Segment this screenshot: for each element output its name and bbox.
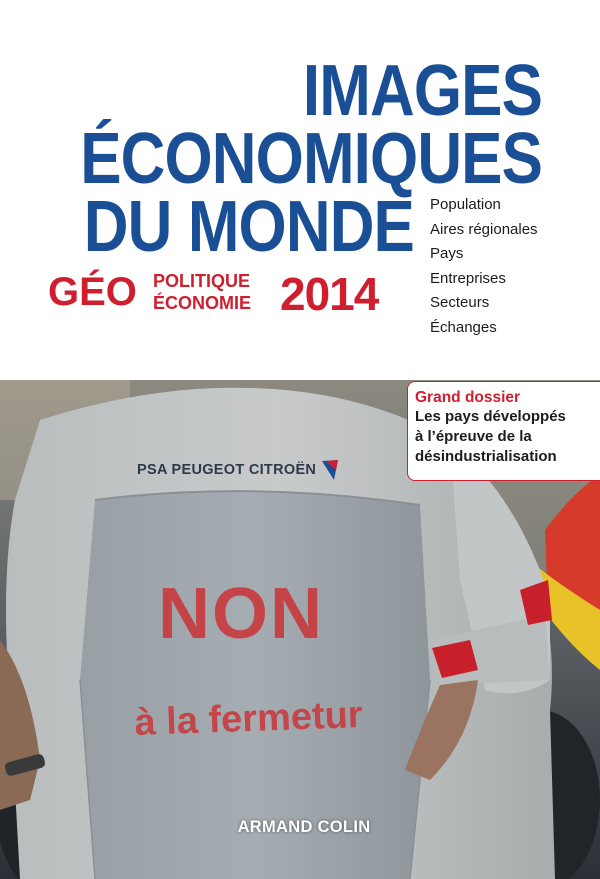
politique-label: POLITIQUE (153, 271, 251, 291)
topic-item: Échanges (430, 318, 497, 336)
grand-dossier-box (407, 381, 600, 481)
title-line-3: DU MONDE (83, 187, 414, 267)
jacket-logo-text: PSA PEUGEOT CITROËN (137, 462, 317, 478)
slogan-non: NON (158, 574, 324, 654)
economie-label: ÉCONOMIE (153, 293, 252, 313)
topic-item: Population (430, 196, 501, 213)
topics-list (430, 193, 538, 341)
topic-item: Aires régionales (430, 220, 538, 238)
dossier-line: désindustrialisation (415, 448, 557, 465)
geo-subtitle (153, 270, 251, 314)
dossier-line: à l’épreuve de la (415, 428, 532, 445)
slogan-fermeture: à la fermetur (133, 694, 364, 744)
dossier-text (415, 407, 600, 467)
topic-item: Entreprises (430, 269, 506, 287)
publisher-name: ARMAND COLIN (237, 818, 371, 836)
dossier-line: Les pays développés (415, 408, 566, 425)
edition-year: 2014 (280, 268, 379, 320)
title-line-2: ÉCONOMIQUES (80, 119, 542, 199)
topic-item: Pays (430, 245, 464, 263)
geo-label: GÉO (48, 270, 137, 314)
dossier-heading: Grand dossier (415, 389, 521, 406)
title-line-1: IMAGES (302, 51, 542, 131)
topic-item: Secteurs (430, 294, 490, 312)
